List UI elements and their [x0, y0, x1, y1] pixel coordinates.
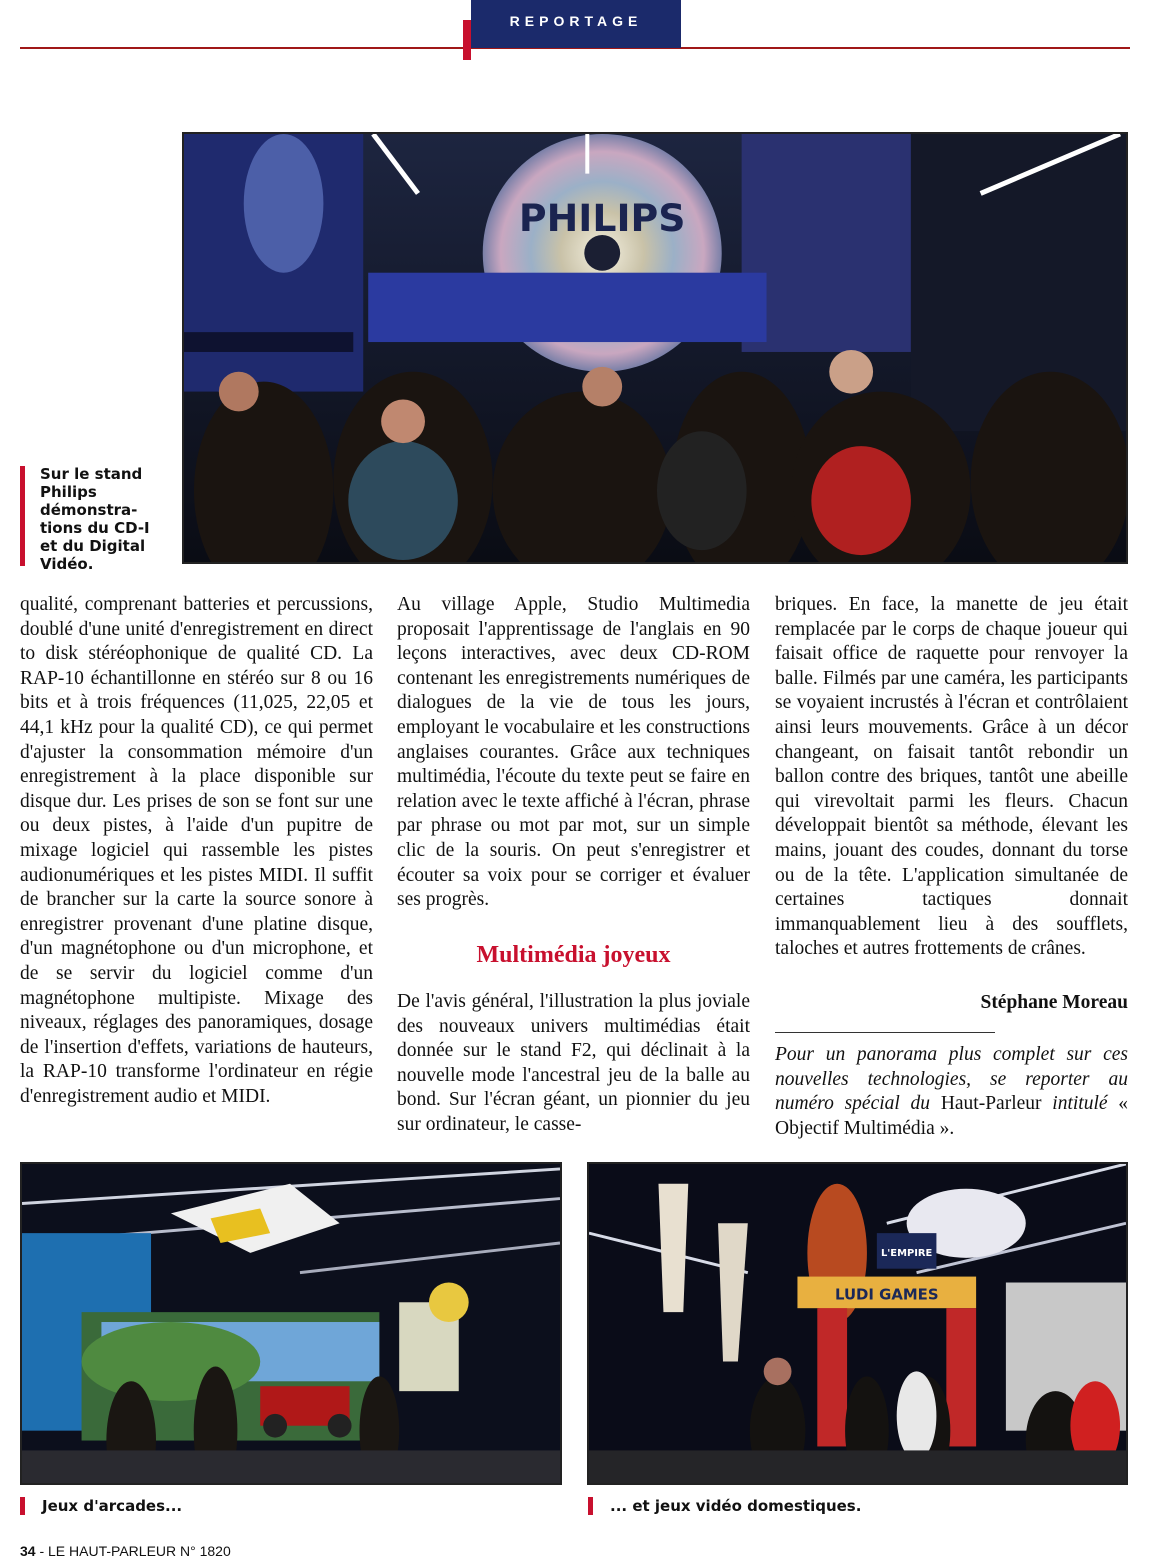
caption-accent-bar-right — [588, 1497, 593, 1515]
column-2-top-text: Au village Apple, Studio Multimedia proposait l'apprentissage de l'anglais en 90 leçons interactives, avec deux CD-ROM contenant les enregistrements numériques de dialogues de la vie de tous les jours, employant le vocabulaire et les constructions anglaises courantes. Grâce aux techniques multimédia, l'écoute du texte peut se faire en relation avec le texte affiché à l'écran, phrase par phrase ou mot par mot, sur un simple clic de la souris. On peut s'enregistrer et écouter sa voix pour se corriger et évaluer ses progrès. — [397, 594, 750, 911]
note-divider — [775, 1032, 995, 1033]
article-column-3 — [775, 593, 1128, 962]
column-1-text: qualité, comprenant batteries et percussions, doublé d'une unité d'enregistrement en direct to disk stéréophonique de qualité CD. La RAP-10 échantillonne en stéréo sur 8 ou 16 bits et à trois fréquences (11,025, 22,05 et 44,1 kHz pour la qualité CD), ce qui permet d'ajuster la consommation mémoire d'un enregistrement à la place disponible sur disque dur. Les prises de son se font sur une ou deux pistes, à l'aide d'un pupitre de mixage logiciel qui rassemble les pistes audionumériques et les pistes MIDI. Il suffit de brancher sur la carte la source sonore à enregistrer provenant d'une platine disque, d'un magnétophone ou d'un microphone, et de se servir du logiciel comme d'un magnétophone multipiste. Mixage des niveaux, réglages des panoramiques, dosage de l'insertion d'effets, variations de hauteurs, la RAP-10 transforme l'ordinateur en régie d'enregistrement audio et MIDI. — [20, 594, 373, 1107]
page-footer — [20, 1543, 231, 1559]
header-accent-bar — [463, 20, 471, 60]
caption-accent-bar — [20, 466, 25, 566]
page-number: 34 — [20, 1543, 36, 1559]
author-byline: Stéphane Moreau — [980, 992, 1128, 1013]
section-label: REPORTAGE — [471, 0, 681, 48]
section-heading: Multimédia joyeux — [476, 942, 671, 968]
article-column-2-bottom — [397, 990, 750, 1138]
photo-arcade-games — [20, 1162, 562, 1485]
caption-bottom-right: ... et jeux vidéo domestiques. — [610, 1497, 862, 1515]
caption-accent-bar-left — [20, 1497, 25, 1515]
caption-bottom-left: Jeux d'arcades... — [42, 1497, 183, 1515]
column-3-text: briques. En face, la manette de jeu était remplacée par le corps de chaque joueur qui faisait office de raquette pour renvoyer la balle. Filmés par une caméra, les participants se voyaient incrustés à l'écran et contrôlaient ainsi leurs mouvements. Grâce à un décor changeant, on faisait tantôt rebondir un ballon contre des briques, tantôt une abeille qui virevoltait parmi les fleurs. Chacun développait bientôt sa méthode, élevant les mains, jouant des coudes, donnant du torse ou de la tête. L'application simultanée de certaines tactiques donnait immanquablement lieu à des soufflets, taloches et autres frottements de crânes. — [775, 594, 1128, 960]
photo-philips-stand — [182, 132, 1128, 564]
column-2-bottom-text: De l'avis général, l'illustration la plus joviale des nouveaux univers multimédias était donnée sur le stand F2, qui déclinait à la nouvelle mode l'ancestral jeu de la balle au bond. Sur l'écran géant, un pionnier du jeu sur ordinateur, le casse- — [397, 991, 750, 1135]
empire-sign: L'EMPIRE — [880, 1247, 933, 1259]
publication-name: - LE HAUT-PARLEUR N° 1820 — [39, 1543, 231, 1559]
photo-ludi-games — [587, 1162, 1128, 1485]
article-column-2-top — [397, 593, 750, 913]
reference-note: Pour un panorama plus complet sur ces nouvelles technologies, se reporter au numéro spécial du Haut-Parleur intitulé « Objectif Multimédia ». — [775, 1044, 1129, 1139]
philips-sign: PHILIPS — [518, 196, 686, 241]
caption-top-photo: Sur le stand Philips démonstra-tions du CD-I et du Digital Vidéo. — [40, 465, 150, 573]
article-column-1 — [20, 593, 373, 1109]
ludi-games-sign: LUDI GAMES — [835, 1285, 939, 1304]
